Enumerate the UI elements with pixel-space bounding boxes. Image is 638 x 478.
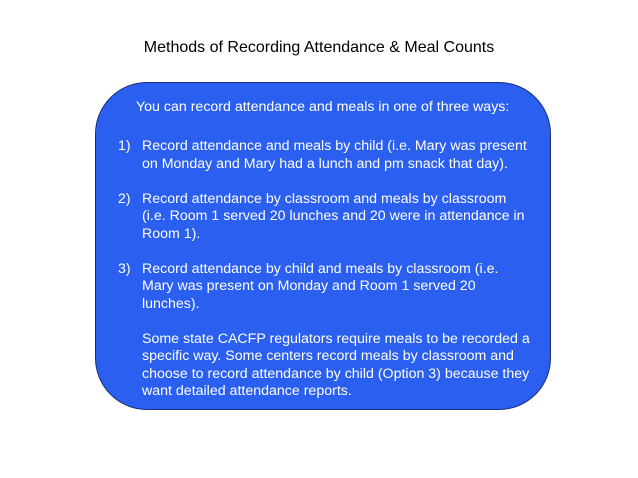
item-text-line: Record attendance by classroom and meals by classroom bbox=[142, 190, 507, 207]
note-text-line: specific way. Some centers record meals by classroom and bbox=[142, 348, 514, 364]
item-text-line: Room 1). bbox=[142, 225, 201, 242]
content-panel bbox=[95, 82, 551, 410]
item-number: 2) bbox=[118, 190, 131, 207]
item-text-line: (i.e. Room 1 served 20 lunches and 20 were in attendance in bbox=[142, 208, 525, 224]
item-text-line: Mary was present on Monday and Room 1 served 20 bbox=[142, 278, 476, 294]
note-text-line: choose to record attendance by child (Option 3) because they bbox=[142, 365, 530, 382]
item-number: 1) bbox=[118, 138, 131, 154]
methods-list bbox=[118, 138, 543, 401]
method-item-2 bbox=[118, 191, 543, 244]
note-text-line: Some state CACFP regulators require meals to be recorded a bbox=[142, 330, 530, 347]
item-number: 3) bbox=[118, 260, 131, 277]
slide-title: Methods of Recording Attendance & Meal Counts bbox=[143, 39, 495, 56]
item-text-line: Record attendance by child and meals by classroom (i.e. bbox=[142, 260, 499, 277]
note-paragraph bbox=[118, 331, 543, 401]
item-text-line: lunches). bbox=[142, 295, 200, 312]
item-text-line: Record attendance and meals by child (i.e. Mary was present bbox=[142, 138, 527, 154]
intro-text: You can record attendance and meals in one of three ways: bbox=[136, 99, 510, 115]
item-text-line: on Monday and Mary had a lunch and pm snack that day). bbox=[142, 155, 508, 172]
method-item-1 bbox=[118, 138, 543, 173]
note-text-line: want detailed attendance reports. bbox=[142, 383, 352, 399]
method-item-3 bbox=[118, 261, 543, 314]
